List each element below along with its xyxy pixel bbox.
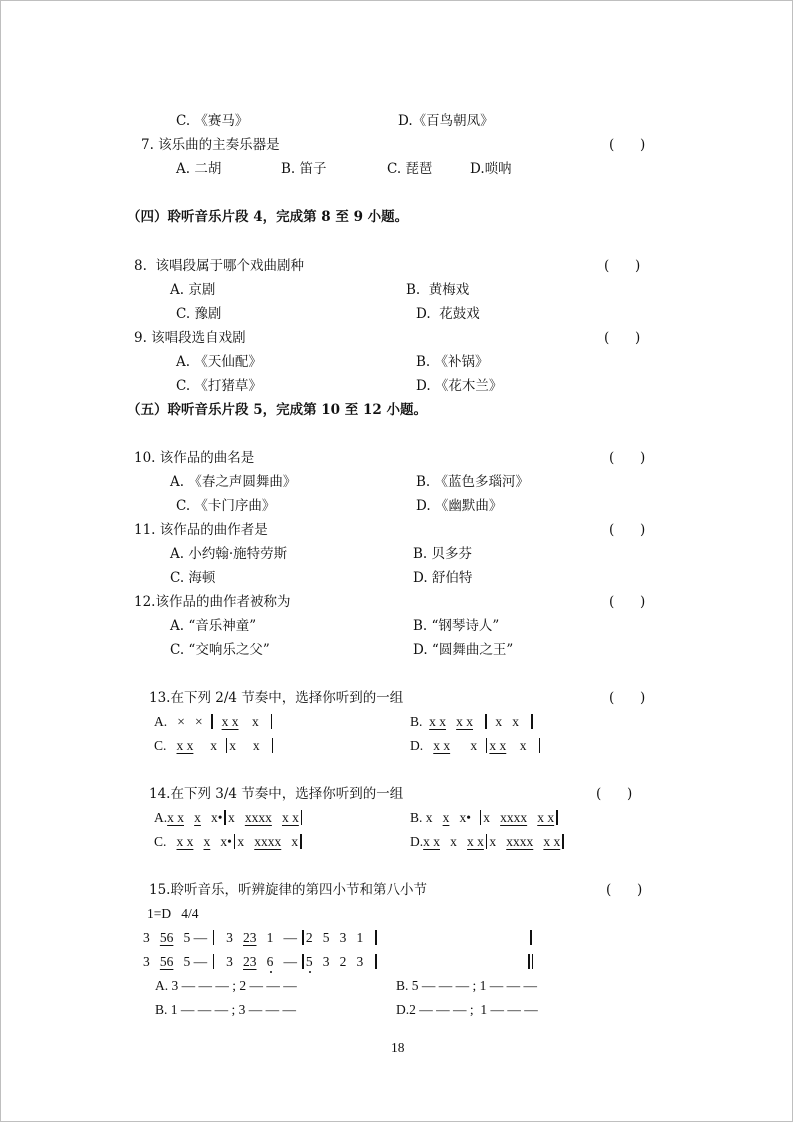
q15-melody-line-2: 3 56 5 — 3 23 6 — 5 3 2 3	[143, 953, 379, 971]
q11-stem: 11. 该作品的曲作者是	[134, 522, 268, 538]
q14-option-b: B. x x x• x xxxx x x	[410, 809, 560, 827]
q9-option-b: B. 《补锅》	[416, 354, 489, 370]
section-4-heading: （四）聆听音乐片段 4，完成第 8 至 9 小题。	[127, 209, 409, 225]
q7-answer-paren: ( )	[609, 137, 646, 153]
q15-option-c: B. 1 — — — ; 3 — — —	[155, 1002, 297, 1017]
q13-option-b: B. x x x x x x	[410, 713, 535, 731]
q7-option-c: C. 琵琶	[387, 161, 433, 177]
q7-option-a: A. 二胡	[176, 161, 222, 177]
section-5-heading: （五）聆听音乐片段 5，完成第 10 至 12 小题。	[127, 402, 427, 418]
q15-option-b: B. 5 — — — ; 1 — — —	[396, 978, 538, 993]
q9-answer-paren: ( )	[604, 330, 641, 346]
q14-option-c: C. x x x x• x xxxx x	[154, 833, 304, 851]
q6-option-c: C. 《赛马》	[176, 113, 249, 129]
q11-option-b: B. 贝多芬	[413, 546, 473, 562]
q13-option-a: A. × × x x x	[154, 713, 274, 731]
page-number: 18	[391, 1040, 405, 1055]
q11-answer-paren: ( )	[609, 522, 646, 538]
q15-melody-line-1: 3 56 5 — 3 23 1 — 2 5 3 1	[143, 929, 379, 947]
q8-option-d: D. 花鼓戏	[416, 306, 480, 322]
q10-stem: 10. 该作品的曲名是	[134, 450, 255, 466]
q14-option-d: D.x x x x x x xxxx x x	[410, 833, 566, 851]
q15-key-signature: 1=D 4/4	[147, 906, 199, 921]
q15-melody-line-1-end-barline	[528, 929, 534, 947]
q14-option-a: A.x x x x• x xxxx x x	[154, 809, 304, 827]
q9-stem: 9. 该唱段选自戏剧	[134, 330, 246, 346]
q8-option-c: C. 豫剧	[176, 306, 222, 322]
q13-option-d: D. x x x x x x	[410, 737, 542, 755]
q12-option-c: C. “交响乐之父”	[170, 642, 270, 658]
q9-option-c: C. 《打猪草》	[176, 378, 262, 394]
q8-answer-paren: ( )	[604, 258, 641, 274]
q9-option-a: A. 《天仙配》	[176, 354, 262, 370]
q6-option-d: D.《百鸟朝凤》	[398, 113, 494, 129]
q11-option-c: C. 海顿	[170, 570, 216, 586]
q15-melody-line-2-final-barline	[528, 953, 535, 971]
q10-option-d: D. 《幽默曲》	[416, 498, 503, 514]
q8-option-a: A. 京剧	[170, 282, 216, 298]
q7-option-d: D.唢呐	[470, 161, 512, 177]
q10-answer-paren: ( )	[609, 450, 646, 466]
q15-answer-paren: ( )	[606, 882, 643, 898]
q12-stem: 12.该作品的曲作者被称为	[134, 594, 291, 610]
q11-option-d: D. 舒伯特	[413, 570, 473, 586]
q15-option-a: A. 3 — — — ; 2 — — —	[155, 978, 297, 993]
q13-stem: 13.在下列 2/4 节奏中，选择你听到的一组	[149, 690, 404, 706]
q13-answer-paren: ( )	[609, 690, 646, 706]
q9-option-d: D. 《花木兰》	[416, 378, 503, 394]
q15-option-d: D.2 — — — ; 1 — — —	[396, 1002, 538, 1017]
q10-option-b: B. 《蓝色多瑙河》	[416, 474, 530, 490]
q11-option-a: A. 小约翰·施特劳斯	[170, 546, 288, 562]
q15-stem: 15.聆听音乐，听辨旋律的第四小节和第八小节	[149, 882, 427, 898]
q12-option-a: A. “音乐神童”	[170, 618, 257, 634]
q7-option-b: B. 笛子	[281, 161, 327, 177]
q7-stem: 7. 该乐曲的主奏乐器是	[141, 137, 280, 153]
q12-option-b: B. “钢琴诗人”	[413, 618, 500, 634]
q14-answer-paren: ( )	[596, 786, 633, 802]
q12-answer-paren: ( )	[609, 594, 646, 610]
q8-option-b: B. 黄梅戏	[406, 282, 470, 298]
q12-option-d: D. “圆舞曲之王”	[413, 642, 514, 658]
q10-option-c: C. 《卡门序曲》	[176, 498, 276, 514]
q10-option-a: A. 《春之声圆舞曲》	[170, 474, 297, 490]
q13-option-c: C. x x x x x	[154, 737, 275, 755]
q8-stem: 8. 该唱段属于哪个戏曲剧种	[134, 258, 304, 274]
q14-stem: 14.在下列 3/4 节奏中，选择你听到的一组	[149, 786, 404, 802]
